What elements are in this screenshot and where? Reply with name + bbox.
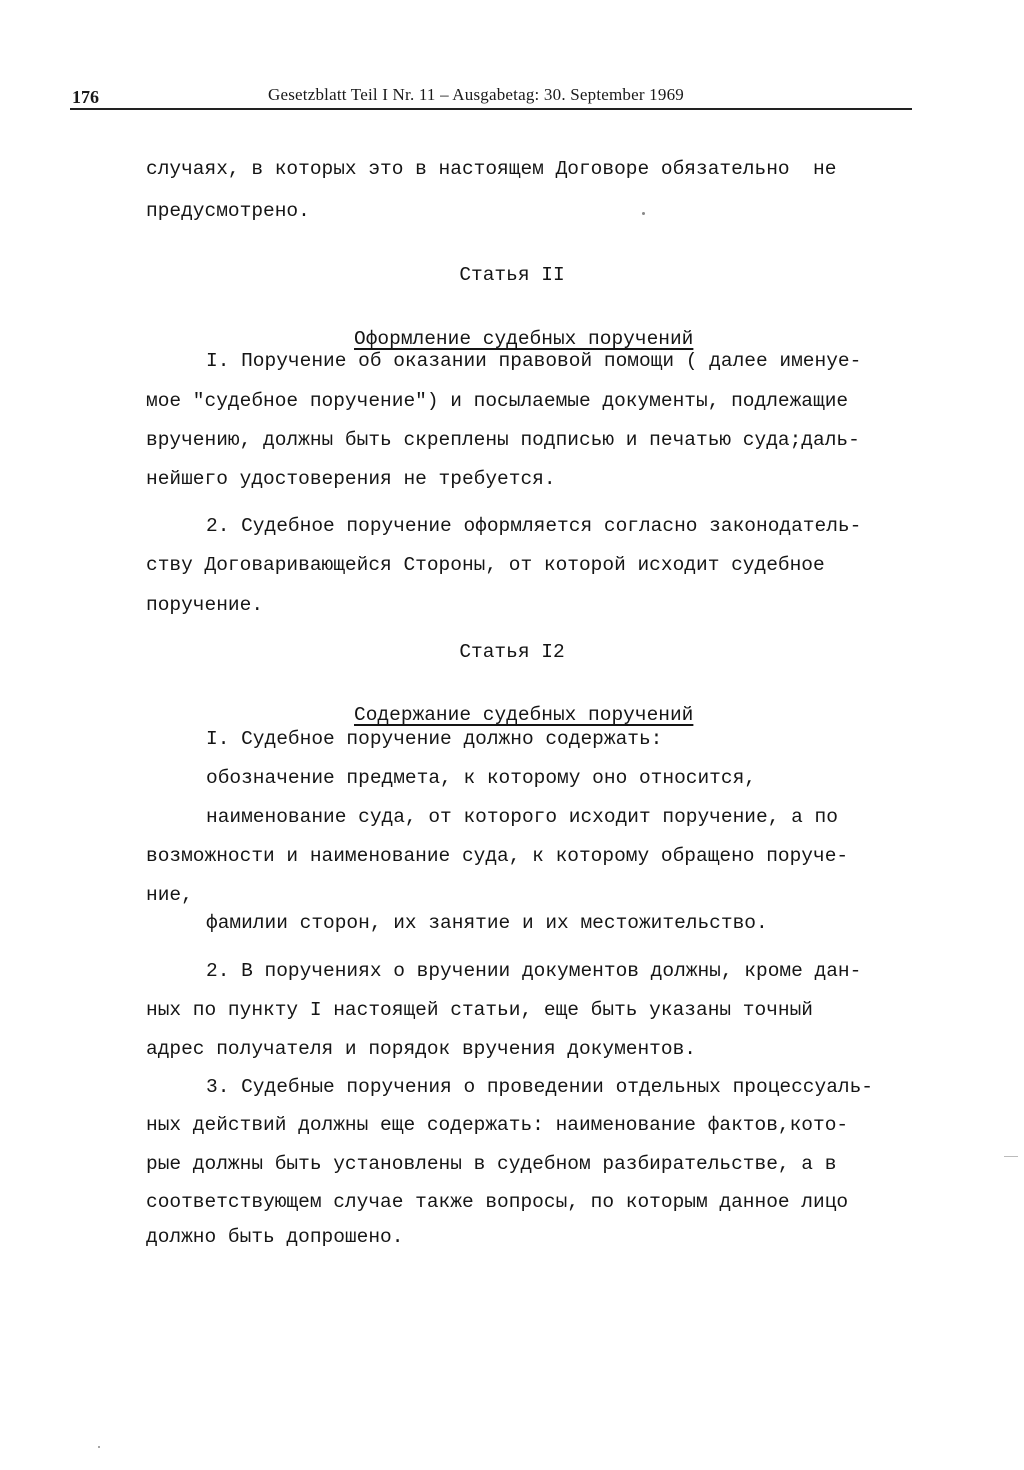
scan-speck [1004, 1156, 1018, 1157]
article-11-subheading: Оформление судебных поручений [354, 328, 694, 350]
running-title: Gesetzblatt Teil I Nr. 11 – Ausgabetag: 30. September 1969 [268, 85, 684, 104]
article-11-para2-line-2: ству Договаривающейся Стороны, от которой исходит судебное [146, 554, 825, 576]
article-12-para3-line-1: 3. Судебные поручения о проведении отдельных процессуаль- [206, 1076, 874, 1098]
article-12-para1-line-2: обозначение предмета, к которому оно относится, [206, 767, 756, 789]
article-11-para1-line-1: I. Поручение об оказании правовой помощи ( далее именуе- [206, 350, 862, 372]
article-12-para3-line-4: соответствующем случае также вопросы, по которым данное лицо [146, 1191, 849, 1213]
continuation-line-2: предусмотрено. [146, 200, 310, 222]
article-11-heading: Статья II [459, 264, 565, 286]
scan-speck [642, 212, 645, 215]
continuation-line-1: случаях, в которых это в настоящем Договоре обязательно не [146, 158, 837, 180]
article-11-para2-line-3: поручение. [146, 594, 264, 616]
article-11-para1-line-4: нейшего удостоверения не требуется. [146, 468, 556, 490]
article-12-subheading-wrap [0, 679, 1024, 727]
article-12-heading: Статья I2 [459, 641, 565, 663]
page-number: 176 [72, 87, 99, 107]
article-12-para1-line-4: возможности и наименование суда, к которому обращено поруче- [146, 845, 849, 867]
article-11-para2-line-1: 2. Судебное поручение оформляется согласно законодатель- [206, 515, 862, 537]
scan-speck [98, 1446, 100, 1448]
page-header [70, 84, 912, 110]
article-12-para1-line-3: наименование суда, от которого исходит поручение, а по [206, 806, 838, 828]
article-12-para2-line-3: адрес получателя и порядок вручения документов. [146, 1038, 696, 1060]
article-11-para1-line-2: мое "судебное поручение") и посылаемые документы, подлежащие [146, 390, 849, 412]
article-12-para2-line-2: ных по пункту I настоящей статьи, еще быть указаны точный [146, 999, 814, 1021]
article-12-para3-line-2: ных действий должны еще содержать: наименование фактов,кото- [146, 1114, 849, 1136]
article-12-para1-line-6: фамилии сторон, их занятие и их местожительство. [206, 912, 768, 934]
article-12-para2-line-1: 2. В поручениях о вручении документов должны, кроме дан- [206, 960, 862, 982]
article-11-para1-line-3: вручению, должны быть скреплены подписью и печатью суда;даль- [146, 429, 860, 451]
article-12-para3-line-5: должно быть допрошено. [146, 1226, 404, 1248]
article-11-subheading-wrap [0, 303, 1024, 351]
article-12-para1-line-5: ние, [146, 884, 193, 906]
article-12-para1-line-1: I. Судебное поручение должно содержать: [206, 728, 663, 750]
article-12-subheading: Содержание судебных поручений [354, 704, 694, 726]
article-12-para3-line-3: рые должны быть установлены в судебном разбирательстве, а в [146, 1153, 837, 1175]
